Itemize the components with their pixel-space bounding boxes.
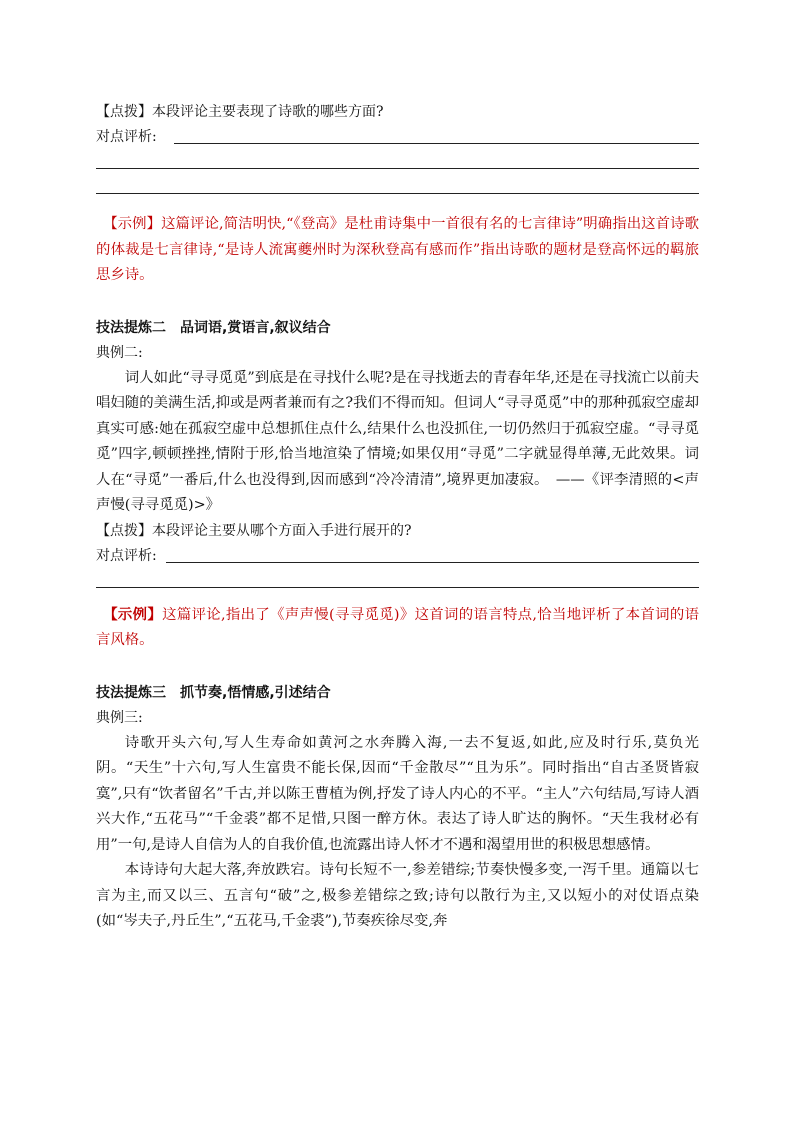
example-text-3-para-1: 诗歌开头六句,写人生寿命如黄河之水奔腾入海,一去不复返,如此,应及时行乐,莫负光阴。“天生”十六句,写人生富贵不能长保,因而“千金散尽”“且为乐”。同时指出“自古圣贤皆寂寞”,只有“饮者留名”千古,并以陈王曹植为例,抒发了诗人内心的不平。“主人”六句结局,写诗人酒兴大作,“五花马”“千金裘”都不足惜,只图一醉方休。表达了诗人旷达的胸怀。“天生我材必有用”一句,是诗人自信为人的自我价值,也流露出诗人怀才不遇和渴望用世的积极思想感情。 (96, 734, 699, 853)
hint-1: 【点拨】本段评论主要表现了诗歌的哪些方面? (96, 104, 384, 120)
answer-blank-line (96, 175, 699, 200)
hint-2: 【点拨】本段评论主要从哪个方面入手进行展开的? (96, 522, 412, 539)
example-answer-2-text: 这篇评论,指出了《声声慢(寻寻觅觅)》这首词的语言特点,恰当地评析了本首词的语言风格。 (96, 606, 699, 648)
example-text-2: 词人如此“寻寻觅觅”到底是在寻找什么呢?是在寻找逝去的青春年华,还是在寻找流亡以前夫唱妇随的美满生活,抑或是两者兼而有之?我们不得而知。但词人“寻寻觅觅”中的那种孤寂空虚却真实可感:她在孤寂空虚中总想抓住点什么,结果什么也没抓住,一切仍然归于孤寂空虚。“寻寻觅觅”四字,顿顿挫挫,情附于形,恰当地渲染了情境;如果仅用“寻觅”二字就显得单薄,无此效果。词人在“寻觅”一番后,什么也没得到,因而感到“冷冷清清”,境界更加凄寂。 ——《评李清照的<声声慢(寻寻觅觅)>》 (96, 369, 699, 513)
example-answer-2 (96, 602, 699, 654)
analysis-line-2 (96, 544, 699, 569)
analysis-label-1: 对点评析: (96, 129, 157, 145)
example-title-2: 典例二: (96, 344, 143, 361)
example-title-3: 典例三: (96, 709, 143, 726)
answer-blank-line (96, 569, 699, 594)
analysis-line-1 (96, 125, 699, 150)
answer-blank-line (96, 150, 699, 175)
answer-rule (166, 562, 699, 563)
answer-rule (96, 587, 699, 588)
example-text-3-para-2: 本诗诗句大起大落,奔放跌宕。诗句长短不一,参差错综;节奏快慢多变,一泻千里。通篇以七言为主,而又以三、五言句“破”之,极参差错综之致;诗句以散行为主,又以短小的对仗语点染(如“岑夫子,丹丘生”,“五花马,千金裘”),节奏疾徐尽变,奔 (96, 862, 699, 929)
answer-rule (96, 168, 699, 169)
answer-rule (174, 143, 699, 144)
example-label-2: 【示例】 (103, 605, 163, 623)
analysis-label-2: 对点评析: (96, 547, 157, 564)
technique-heading-2: 技法提炼二 品词语,赏语言,叙议结合 (96, 319, 331, 336)
answer-rule (96, 193, 699, 194)
example-answer-1: 【示例】这篇评论,简洁明快,“《登高》是杜甫诗集中一首很有名的七言律诗”明确指出这首诗歌的体裁是七言律诗,“是诗人流寓夔州时为深秋登高有感而作”指出诗歌的题材是登高怀远的羁旅思乡诗。 (96, 216, 699, 283)
document-page (96, 100, 699, 935)
technique-heading-3: 技法提炼三 抓节奏,悟情感,引述结合 (96, 684, 331, 701)
